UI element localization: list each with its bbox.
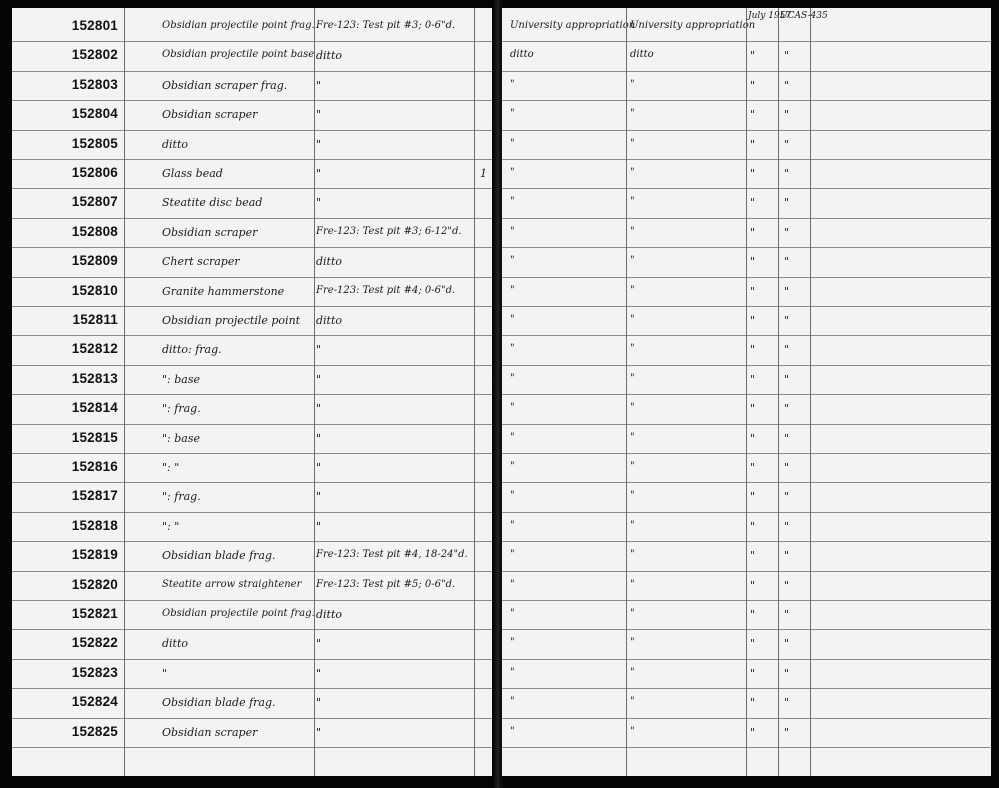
- catalog-number: 152821: [71, 606, 118, 621]
- item-description: ": frag.: [162, 402, 201, 416]
- source-secondary: ": [630, 402, 635, 414]
- accession: ": [784, 225, 790, 239]
- ledger-row: [12, 218, 496, 248]
- catalog-number: 152810: [71, 282, 118, 298]
- accession: ": [784, 696, 790, 710]
- item-description: Obsidian scraper: [162, 108, 258, 122]
- ledger-row: [12, 188, 496, 218]
- ledger-row: [12, 12, 496, 42]
- date: ": [750, 608, 756, 621]
- source: ": [510, 725, 515, 737]
- source-secondary: ": [630, 284, 635, 296]
- source: ": [510, 549, 515, 561]
- source: ": [510, 343, 515, 355]
- accession: ": [784, 519, 790, 533]
- date: ": [750, 725, 756, 739]
- source: ": [510, 490, 515, 502]
- provenience: ": [316, 725, 322, 739]
- ledger-row: [12, 659, 496, 689]
- catalog-number: 152803: [71, 76, 118, 92]
- source: ": [510, 137, 515, 149]
- ledger-row: [12, 394, 496, 424]
- date: ": [750, 431, 756, 445]
- item-description: Glass bead: [162, 167, 223, 180]
- source-column-rule: [626, 8, 627, 776]
- item-description: ": frag.: [162, 490, 201, 504]
- provenience: Fre-123: Test pit #4; 0-6"d.: [316, 284, 456, 296]
- accession: ": [784, 637, 790, 651]
- date: ": [750, 137, 756, 151]
- source-secondary: University appropriation: [630, 20, 756, 31]
- source: ": [510, 167, 515, 178]
- provenience: ditto: [316, 49, 343, 63]
- date-column-rule: [778, 8, 779, 776]
- source: ": [510, 372, 515, 384]
- ledger-row: [12, 718, 496, 748]
- source-secondary: ": [630, 549, 635, 561]
- accession-column-rule: [810, 8, 811, 776]
- catalog-number: 152806: [71, 165, 118, 180]
- item-description: ": ": [162, 461, 180, 474]
- source-secondary: ": [630, 519, 635, 531]
- source-secondary: ": [630, 490, 635, 502]
- provenience: ": [316, 137, 322, 151]
- provenience: ": [316, 402, 322, 416]
- provenience: ": [316, 431, 322, 445]
- accession: ": [784, 402, 790, 416]
- source-secondary: ": [630, 343, 635, 355]
- catalog-number: 152801: [71, 18, 118, 33]
- source-secondary: ": [630, 696, 635, 708]
- catalog-number: 152824: [71, 694, 118, 710]
- date: ": [750, 637, 756, 651]
- item-description: ": ": [162, 519, 180, 533]
- accession: ": [784, 137, 790, 151]
- item-description: Obsidian blade frag.: [162, 696, 276, 710]
- provenience-column-rule: [474, 8, 475, 776]
- ledger-row: [12, 453, 496, 483]
- item-description: Granite hammerstone: [162, 284, 285, 298]
- source: ": [510, 666, 515, 678]
- item-description: ditto: frag.: [162, 343, 222, 357]
- date: ": [750, 402, 756, 416]
- source: University appropriation: [510, 20, 636, 31]
- item-description: ditto: [162, 137, 189, 151]
- source: ": [510, 431, 515, 443]
- date: ": [750, 284, 756, 298]
- ledger-row: [12, 512, 496, 542]
- provenience: ": [316, 372, 322, 386]
- date: ": [750, 314, 756, 327]
- source: ": [510, 255, 515, 267]
- source: ": [510, 696, 515, 708]
- source: ": [510, 637, 515, 649]
- item-description: Chert scraper: [162, 255, 240, 269]
- ledger-row: [12, 571, 496, 601]
- item-description: ": [162, 666, 168, 680]
- date: ": [750, 490, 756, 504]
- date: ": [750, 108, 756, 122]
- source: ditto: [510, 49, 534, 61]
- catalog-number: 152816: [71, 459, 118, 474]
- source: ": [510, 225, 515, 237]
- ledger-row: [12, 130, 496, 160]
- header-date: July 1957: [748, 11, 792, 21]
- source-secondary: ditto: [630, 49, 654, 61]
- provenience: Fre-123: Test pit #4, 18-24"d.: [316, 549, 468, 561]
- catalog-number: 152812: [71, 341, 118, 357]
- source: ": [510, 578, 515, 590]
- left-ledger-page: [12, 8, 496, 776]
- provenience: ": [316, 78, 322, 92]
- ledger-row: [12, 600, 496, 630]
- accession: ": [784, 78, 790, 92]
- provenience: ": [316, 490, 322, 504]
- catalog-number: 152818: [71, 517, 118, 533]
- ledger-row: [12, 71, 496, 101]
- provenience: Fre-123: Test pit #3; 6-12"d.: [316, 225, 462, 237]
- ledger-row: [12, 159, 496, 189]
- provenience: ": [316, 666, 322, 680]
- catalog-number: 152819: [71, 547, 118, 563]
- item-description: Obsidian projectile point frag.: [162, 20, 315, 31]
- provenience: Fre-123: Test pit #3; 0-6"d.: [316, 20, 456, 31]
- accession: ": [784, 284, 790, 298]
- catalog-number: 152814: [71, 400, 118, 416]
- source: ": [510, 196, 515, 208]
- provenience: Fre-123: Test pit #5; 0-6"d.: [316, 578, 456, 590]
- item-description: Steatite disc bead: [162, 196, 263, 210]
- source-secondary: ": [630, 255, 635, 267]
- header-accession: UCAS-435: [780, 11, 828, 21]
- date: ": [750, 372, 756, 386]
- accession: ": [784, 108, 790, 122]
- catalog-column-rule: [124, 8, 125, 776]
- accession: ": [784, 255, 790, 269]
- date: ": [750, 549, 756, 563]
- item-description: ditto: [162, 637, 189, 651]
- source-secondary: ": [630, 167, 635, 178]
- item-description: ": base: [162, 372, 201, 386]
- provenience: ": [316, 637, 322, 651]
- description-column-rule: [314, 8, 315, 776]
- source-secondary: ": [630, 196, 635, 208]
- accession: ": [784, 196, 790, 210]
- ledger-row: [12, 365, 496, 395]
- ledger-row: [12, 482, 496, 512]
- item-description: Obsidian blade frag.: [162, 549, 276, 563]
- accession: ": [784, 167, 790, 180]
- ledger-row: [12, 629, 496, 659]
- accession: ": [784, 608, 790, 621]
- source-secondary: ": [630, 431, 635, 443]
- source-secondary: ": [630, 637, 635, 649]
- ledger-row: [12, 306, 496, 336]
- source-secondary: ": [630, 372, 635, 384]
- catalog-number: 152823: [71, 664, 118, 680]
- source-secondary: ": [630, 108, 635, 120]
- source: ": [510, 461, 515, 472]
- date: ": [750, 255, 756, 269]
- accession: ": [784, 490, 790, 504]
- catalog-number: 152802: [71, 47, 118, 63]
- date: ": [750, 519, 756, 533]
- source: ": [510, 108, 515, 120]
- source-secondary: ": [630, 461, 635, 472]
- catalog-number: 152815: [71, 429, 118, 445]
- source-secondary: ": [630, 137, 635, 149]
- provenience: ": [316, 343, 322, 357]
- item-description: ": base: [162, 431, 201, 445]
- provenience: ": [316, 519, 322, 533]
- provenience: ditto: [316, 314, 343, 327]
- date: ": [750, 343, 756, 357]
- ledger-row: [12, 541, 496, 571]
- date: ": [750, 461, 756, 474]
- left-ledger-rows: [12, 8, 496, 776]
- ledger-row: [12, 277, 496, 307]
- item-description: Obsidian projectile point frag.: [162, 608, 315, 619]
- accession: ": [784, 372, 790, 386]
- accession: ": [784, 461, 790, 474]
- ledger-row: [12, 688, 496, 718]
- ledger-row: [12, 247, 496, 277]
- source-secondary: ": [630, 725, 635, 737]
- accession: ": [784, 431, 790, 445]
- source-secondary: ": [630, 578, 635, 590]
- item-description: Obsidian projectile point: [162, 314, 301, 327]
- date: ": [750, 225, 756, 239]
- source2-column-rule: [746, 8, 747, 776]
- item-description: Obsidian scraper: [162, 725, 258, 739]
- source: ": [510, 314, 515, 325]
- date: ": [750, 578, 756, 592]
- provenience: ditto: [316, 608, 343, 621]
- item-description: Steatite arrow straightener: [162, 578, 302, 590]
- source-secondary: ": [630, 78, 635, 90]
- date: ": [750, 696, 756, 710]
- catalog-number: 152805: [71, 135, 118, 151]
- catalog-number: 152825: [71, 723, 118, 739]
- provenience: ": [316, 461, 322, 474]
- provenience: ": [316, 696, 322, 710]
- provenience: ": [316, 108, 322, 122]
- accession: ": [784, 314, 790, 327]
- item-description: Obsidian projectile point base: [162, 49, 315, 61]
- source: ": [510, 284, 515, 296]
- date: ": [750, 196, 756, 210]
- source: ": [510, 608, 515, 619]
- provenience: ": [316, 167, 322, 180]
- ledger-row: [12, 424, 496, 454]
- provenience: ditto: [316, 255, 343, 269]
- provenience: ": [316, 196, 322, 210]
- catalog-number: 152817: [71, 488, 118, 504]
- source-secondary: ": [630, 666, 635, 678]
- item-description: Obsidian scraper frag.: [162, 78, 288, 92]
- catalog-number: 152809: [71, 253, 118, 269]
- date: ": [750, 666, 756, 680]
- accession: ": [784, 343, 790, 357]
- catalog-number: 152811: [72, 312, 118, 327]
- catalog-number: 152804: [71, 106, 118, 122]
- catalog-number: 152820: [71, 576, 118, 592]
- date: ": [750, 167, 756, 180]
- catalog-number: 152822: [71, 635, 118, 651]
- source: ": [510, 78, 515, 90]
- source-secondary: ": [630, 608, 635, 619]
- ledger-row: [12, 335, 496, 365]
- catalog-number: 152813: [71, 370, 118, 386]
- source-secondary: ": [630, 314, 635, 325]
- date: ": [750, 78, 756, 92]
- catalog-number: 152807: [71, 194, 118, 210]
- ledger-row: [12, 41, 496, 71]
- accession: ": [784, 49, 790, 63]
- right-ledger-page: [502, 8, 991, 776]
- source-secondary: ": [630, 225, 635, 237]
- accession: ": [784, 578, 790, 592]
- accession: ": [784, 666, 790, 680]
- date: ": [750, 49, 756, 63]
- quantity: 1: [480, 167, 487, 180]
- source: ": [510, 519, 515, 531]
- source: ": [510, 402, 515, 414]
- accession: ": [784, 725, 790, 739]
- ledger-row: [12, 100, 496, 130]
- catalog-number: 152808: [71, 223, 118, 239]
- accession: ": [784, 549, 790, 563]
- item-description: Obsidian scraper: [162, 225, 258, 239]
